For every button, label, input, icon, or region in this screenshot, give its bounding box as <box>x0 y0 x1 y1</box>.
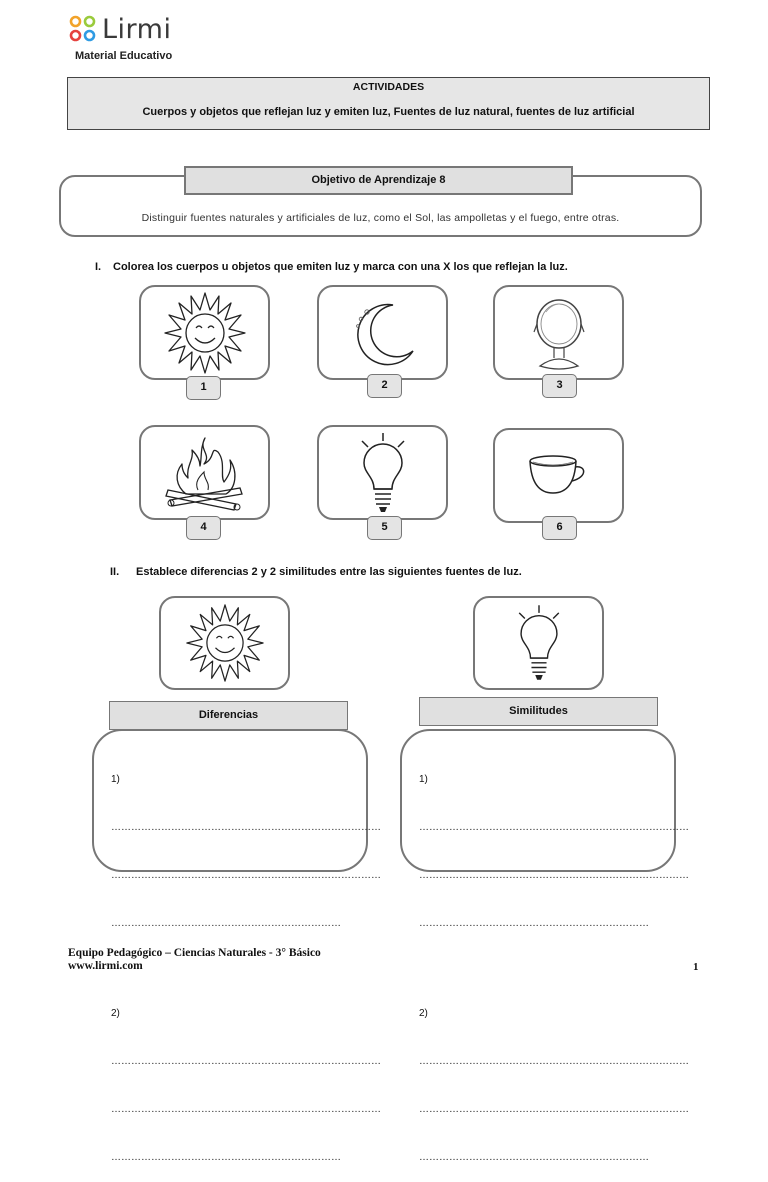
compare-card-sun <box>159 596 290 690</box>
sun-icon <box>163 291 247 375</box>
answer-line[interactable]: ……………………………………………………………………… <box>419 822 689 833</box>
answer-line[interactable]: …………………………………………………………… <box>419 1152 649 1163</box>
item-card-1[interactable] <box>139 285 270 380</box>
item-number-6: 6 <box>542 516 577 540</box>
logo-subtitle: Material Educativo <box>75 50 173 62</box>
differences-label: Diferencias <box>109 701 348 730</box>
mirror-icon <box>524 292 594 374</box>
similarities-label: Similitudes <box>419 697 658 726</box>
answer-line[interactable]: ……………………………………………………………………… <box>419 870 689 881</box>
logo-circles-icon <box>68 14 98 44</box>
answer-line[interactable]: ……………………………………………………………………… <box>111 1104 381 1115</box>
lightbulb-icon <box>506 601 572 685</box>
item-number-1: 1 <box>186 376 221 400</box>
answer-line[interactable]: …………………………………………………………… <box>419 918 649 929</box>
activities-header <box>67 77 710 130</box>
item-card-4[interactable] <box>139 425 270 520</box>
item-number-2: 2 <box>367 374 402 398</box>
footer-url[interactable]: www.lirmi.com <box>68 960 143 972</box>
answer-line[interactable]: ……………………………………………………………………… <box>419 1104 689 1115</box>
objective-title: Objetivo de Aprendizaje 8 <box>184 166 573 195</box>
part1-heading <box>95 261 568 273</box>
item-card-5[interactable] <box>317 425 448 520</box>
differences-item-1: 1) <box>111 774 120 785</box>
answer-line[interactable]: ……………………………………………………………………… <box>419 1056 689 1067</box>
answer-line[interactable]: ……………………………………………………………………… <box>111 870 381 881</box>
answer-line[interactable]: ……………………………………………………………………… <box>111 1056 381 1067</box>
part2-instruction: Establece diferencias 2 y 2 similitudes entre las siguientes fuentes de luz. <box>136 566 522 578</box>
item-number-3: 3 <box>542 374 577 398</box>
compare-card-bulb <box>473 596 604 690</box>
part1-number: I. <box>95 261 102 273</box>
lightbulb-icon <box>348 429 418 517</box>
item-card-3[interactable] <box>493 285 624 380</box>
item-card-6[interactable] <box>493 428 624 523</box>
footer <box>68 947 321 973</box>
answer-line[interactable]: ……………………………………………………………………… <box>111 822 381 833</box>
campfire-icon <box>160 432 250 514</box>
answer-line[interactable]: …………………………………………………………… <box>111 918 341 929</box>
cup-icon <box>524 451 594 501</box>
activities-subtitle: Cuerpos y objetos que reflejan luz y emiten luz, Fuentes de luz natural, fuentes de luz artificial <box>142 106 635 118</box>
item-card-2[interactable] <box>317 285 448 380</box>
part2-heading <box>110 566 522 578</box>
item-number-4: 4 <box>186 516 221 540</box>
part2-number: II. <box>110 566 120 578</box>
activities-title: ACTIVIDADES <box>352 81 425 93</box>
similarities-item-2: 2) <box>419 1008 428 1019</box>
similarities-item-1: 1) <box>419 774 428 785</box>
moon-icon <box>341 293 425 373</box>
item-number-5: 5 <box>367 516 402 540</box>
similarities-lines <box>419 740 689 1182</box>
lirmi-logo <box>68 14 171 44</box>
answer-line[interactable]: …………………………………………………………… <box>111 1152 341 1163</box>
page-number: 1 <box>693 961 699 973</box>
objective-text: Distinguir fuentes naturales y artificiales de luz, como el Sol, las ampolletas y el fuego, entre otras. <box>141 212 620 224</box>
sun-icon <box>185 603 265 683</box>
differences-item-2: 2) <box>111 1008 120 1019</box>
logo-wordmark: Lirmi <box>102 13 172 45</box>
footer-team: Equipo Pedagógico – Ciencias Naturales - 3° Básico <box>68 947 321 959</box>
part1-instruction: Colorea los cuerpos u objetos que emiten luz y marca con una X los que reflejan la luz. <box>113 261 568 273</box>
